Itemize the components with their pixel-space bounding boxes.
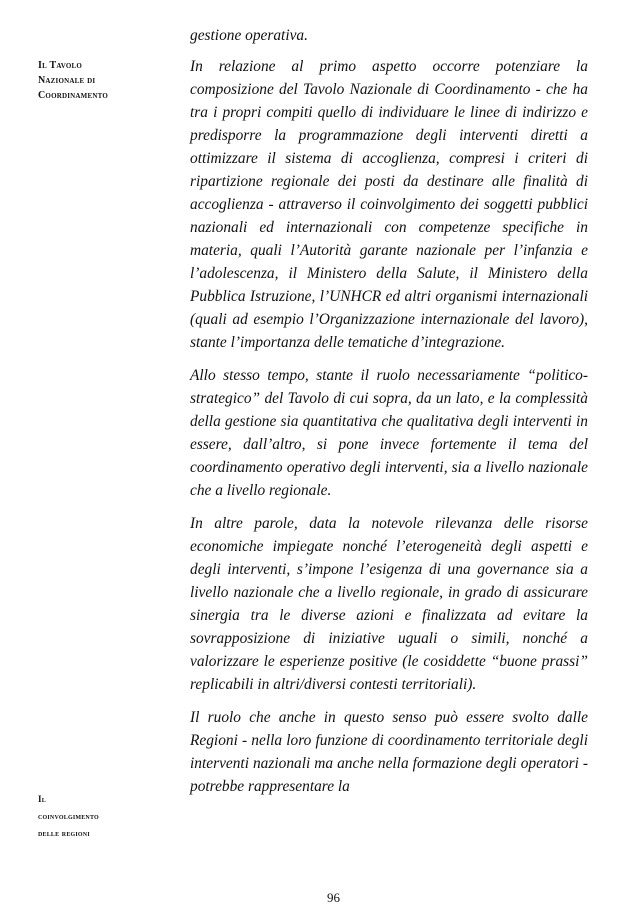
paragraph-tavolo-composition: In relazione al primo aspetto occorre potenziare la composizione del Tavolo Nazionale di Coordinamento - che ha tra i propri compiti quello di individuare le linee di indirizzo e predisporre la programmazione degli interventi diretti a ottimizzare il sistema di accoglienza, compresi i criteri di ripartizione regionale dei posti da destinare alle finalità di accoglienza - attraverso il coinvolgimento dei soggetti pubblici nazionali ed internazionali con competenze specifiche in materia, quali l’Autorità garante nazionale per l’infanzia e l’adolescenza, il Ministero della Salute, il Ministero della Pubblica Istruzione, l’UNHCR ed altri organismi internazionali (quali ad esempio l’Organizzazione internazionale del lavoro), stante l’importanza delle tematiche d’integrazione. [190,58,588,351]
paragraph-continuation: gestione operativa. [190,27,308,44]
page-number: 96 [327,890,340,905]
side-heading-line: Coordinamento [38,90,108,101]
body-text-column [190,24,588,808]
side-heading-coinvolgimento-regioni [38,791,158,842]
paragraph-coordination: Allo stesso tempo, stante il ruolo necessariamente “politico-strategico” del Tavolo di cui sopra, da un lato, e la complessità della gestione sia quantitativa che qualitativa degli interventi in essere, dall’altro, si pone invece fortemente il tema del coordinamento operativo degli interventi, sia a livello nazionale che a livello regionale. [190,367,588,499]
side-heading-line: Il [38,794,46,804]
side-heading-line: Il Tavolo [38,60,82,71]
side-heading-tavolo-nazionale [38,58,158,103]
side-heading-line: delle regioni [38,828,90,838]
side-heading-line: coinvolgimento [38,811,99,821]
side-heading-line: Nazionale di [38,75,96,86]
paragraph-regions-role: Il ruolo che anche in questo senso può essere svolto dalle Regioni - nella loro funzione di coordinamento territoriale degli interventi nazionali ma anche nella formazione degli operatori - potrebbe rappresentare la [190,709,588,795]
paragraph-governance: In altre parole, data la notevole rilevanza delle risorse economiche impiegate nonché l’eterogeneità degli aspetti e degli interventi, s’impone l’esigenza di una governance sia a livello nazionale che a livello regionale, in grado di assicurare sinergia tra le diverse azioni e finalizzata ad evitare la sovrapposizione di iniziative uguali o simili, nonché a valorizzare le esperienze positive (le cosiddette “buone prassi” replicabili in altri/diversi contesti territoriali). [190,515,588,693]
